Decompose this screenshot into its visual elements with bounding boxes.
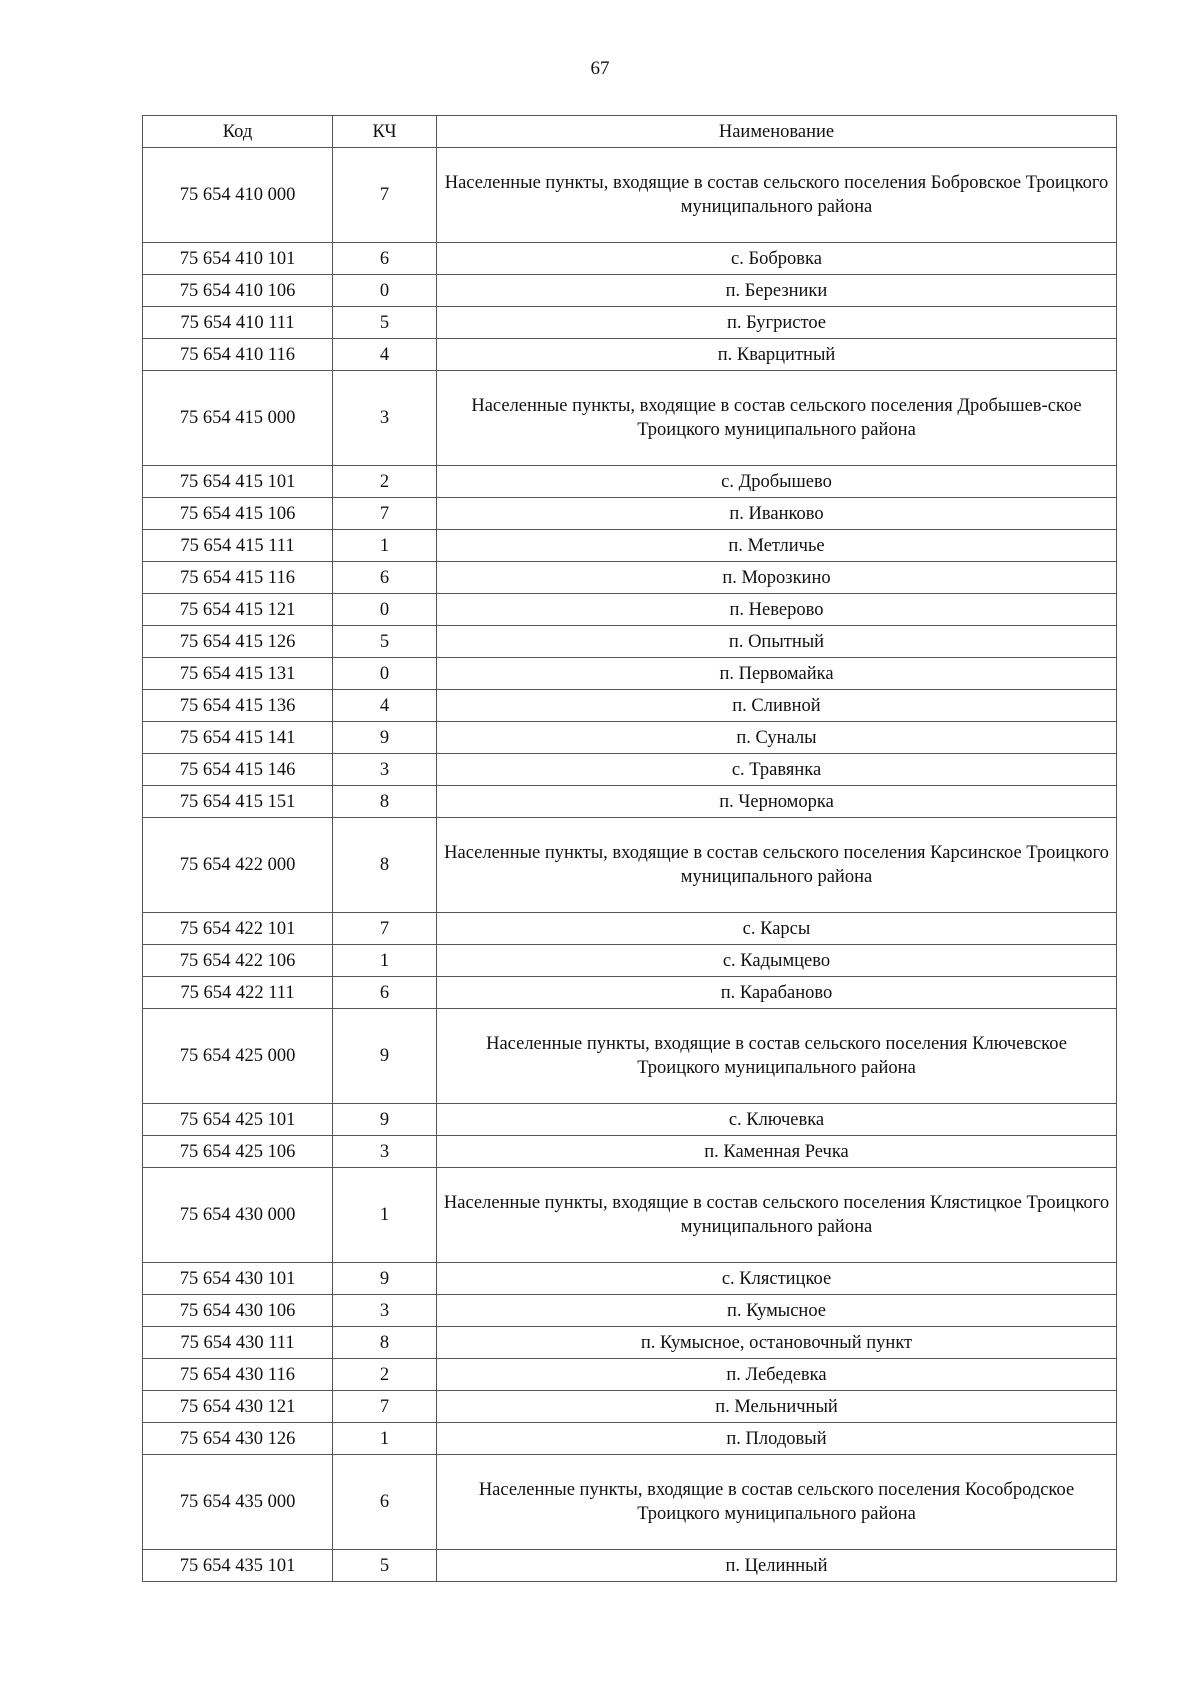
cell-kch: 1 [333,1423,437,1455]
cell-code: 75 654 415 111 [143,530,333,562]
table-row [143,339,1117,371]
table-row [143,466,1117,498]
cell-name: Населенные пункты, входящие в состав сельского поселения Кособродское Троицкого муниципального района [437,1455,1117,1550]
cell-code: 75 654 415 131 [143,658,333,690]
cell-name: п. Неверово [437,594,1117,626]
table-row [143,530,1117,562]
cell-kch: 8 [333,786,437,818]
header-code: Код [143,116,333,148]
table-row [143,1295,1117,1327]
cell-code: 75 654 425 101 [143,1104,333,1136]
cell-name: п. Черноморка [437,786,1117,818]
cell-code: 75 654 430 111 [143,1327,333,1359]
cell-code: 75 654 425 106 [143,1136,333,1168]
cell-name: п. Кумысное [437,1295,1117,1327]
cell-name: п. Морозкино [437,562,1117,594]
cell-kch: 9 [333,1263,437,1295]
cell-kch: 6 [333,562,437,594]
cell-kch: 9 [333,1104,437,1136]
cell-code: 75 654 422 111 [143,977,333,1009]
cell-name: п. Опытный [437,626,1117,658]
table-row [143,1550,1117,1582]
cell-name: п. Мельничный [437,1391,1117,1423]
cell-name: Населенные пункты, входящие в состав сельского поселения Карсинское Троицкого муниципального района [437,818,1117,913]
cell-name: п. Лебедевка [437,1359,1117,1391]
cell-code: 75 654 410 101 [143,243,333,275]
table-row-group-heading [143,371,1117,466]
cell-kch: 7 [333,148,437,243]
cell-name: п. Плодовый [437,1423,1117,1455]
cell-name: п. Кварцитный [437,339,1117,371]
table-row [143,1359,1117,1391]
cell-code: 75 654 410 111 [143,307,333,339]
cell-code: 75 654 425 000 [143,1009,333,1104]
cell-kch: 3 [333,371,437,466]
cell-kch: 1 [333,1168,437,1263]
cell-name: Населенные пункты, входящие в состав сельского поселения Клястицкое Троицкого муниципального района [437,1168,1117,1263]
table-row-group-heading [143,1168,1117,1263]
cell-kch: 2 [333,466,437,498]
table-row-group-heading [143,1009,1117,1104]
cell-kch: 1 [333,945,437,977]
cell-code: 75 654 415 116 [143,562,333,594]
cell-name: с. Дробышево [437,466,1117,498]
cell-name: с. Карсы [437,913,1117,945]
cell-name: с. Бобровка [437,243,1117,275]
cell-name: Населенные пункты, входящие в состав сельского поселения Дробышев-ское Троицкого муниципального района [437,371,1117,466]
page-number: 67 [590,58,610,79]
cell-kch: 6 [333,1455,437,1550]
cell-code: 75 654 410 000 [143,148,333,243]
cell-kch: 0 [333,658,437,690]
cell-code: 75 654 430 106 [143,1295,333,1327]
table-row [143,722,1117,754]
cell-kch: 0 [333,275,437,307]
cell-code: 75 654 415 146 [143,754,333,786]
cell-name: п. Целинный [437,1550,1117,1582]
cell-kch: 7 [333,498,437,530]
table-row [143,1423,1117,1455]
table-row [143,1263,1117,1295]
settlements-table [142,115,1117,1582]
cell-name: п. Суналы [437,722,1117,754]
cell-kch: 2 [333,1359,437,1391]
cell-name: п. Метличье [437,530,1117,562]
cell-kch: 4 [333,339,437,371]
cell-kch: 8 [333,818,437,913]
table-row [143,658,1117,690]
cell-code: 75 654 422 000 [143,818,333,913]
table-row [143,786,1117,818]
cell-name: с. Травянка [437,754,1117,786]
cell-code: 75 654 415 101 [143,466,333,498]
cell-kch: 3 [333,1295,437,1327]
header-kch: КЧ [333,116,437,148]
cell-code: 75 654 422 106 [143,945,333,977]
cell-kch: 5 [333,626,437,658]
cell-kch: 9 [333,722,437,754]
table-row-group-heading [143,1455,1117,1550]
cell-name: п. Бугристое [437,307,1117,339]
cell-code: 75 654 430 116 [143,1359,333,1391]
table-row [143,945,1117,977]
cell-kch: 8 [333,1327,437,1359]
table-row [143,1104,1117,1136]
table-row [143,594,1117,626]
cell-name: с. Клястицкое [437,1263,1117,1295]
table-row [143,690,1117,722]
cell-code: 75 654 415 106 [143,498,333,530]
cell-name: п. Кумысное, остановочный пункт [437,1327,1117,1359]
table-row-group-heading [143,818,1117,913]
cell-kch: 4 [333,690,437,722]
table-row [143,307,1117,339]
cell-kch: 5 [333,307,437,339]
cell-code: 75 654 415 141 [143,722,333,754]
table-row [143,243,1117,275]
cell-name: п. Иванково [437,498,1117,530]
cell-kch: 9 [333,1009,437,1104]
cell-code: 75 654 430 000 [143,1168,333,1263]
table-row [143,754,1117,786]
cell-name: с. Ключевка [437,1104,1117,1136]
cell-kch: 1 [333,530,437,562]
cell-name: с. Кадымцево [437,945,1117,977]
cell-kch: 5 [333,1550,437,1582]
cell-code: 75 654 415 151 [143,786,333,818]
table-body [143,148,1117,1582]
table-row-group-heading [143,148,1117,243]
cell-kch: 7 [333,1391,437,1423]
cell-name: п. Карабаново [437,977,1117,1009]
table-row [143,498,1117,530]
cell-kch: 3 [333,1136,437,1168]
cell-kch: 6 [333,977,437,1009]
table-row [143,913,1117,945]
cell-code: 75 654 415 126 [143,626,333,658]
cell-name: Населенные пункты, входящие в состав сельского поселения Бобровское Троицкого муниципального района [437,148,1117,243]
table-header-row [143,116,1117,148]
cell-code: 75 654 430 121 [143,1391,333,1423]
cell-kch: 7 [333,913,437,945]
table-row [143,1136,1117,1168]
table-row [143,275,1117,307]
cell-kch: 3 [333,754,437,786]
cell-code: 75 654 415 136 [143,690,333,722]
cell-code: 75 654 422 101 [143,913,333,945]
cell-name: Населенные пункты, входящие в состав сельского поселения Ключевское Троицкого муниципального района [437,1009,1117,1104]
cell-code: 75 654 410 106 [143,275,333,307]
cell-kch: 6 [333,243,437,275]
table-row [143,626,1117,658]
header-name: Наименование [437,116,1117,148]
table-row [143,562,1117,594]
table-row [143,1327,1117,1359]
cell-code: 75 654 430 126 [143,1423,333,1455]
cell-name: п. Сливной [437,690,1117,722]
cell-name: п. Каменная Речка [437,1136,1117,1168]
table-row [143,977,1117,1009]
cell-kch: 0 [333,594,437,626]
table-row [143,1391,1117,1423]
cell-code: 75 654 410 116 [143,339,333,371]
cell-name: п. Березники [437,275,1117,307]
cell-code: 75 654 415 000 [143,371,333,466]
cell-code: 75 654 430 101 [143,1263,333,1295]
cell-code: 75 654 435 101 [143,1550,333,1582]
cell-code: 75 654 435 000 [143,1455,333,1550]
cell-code: 75 654 415 121 [143,594,333,626]
cell-name: п. Первомайка [437,658,1117,690]
